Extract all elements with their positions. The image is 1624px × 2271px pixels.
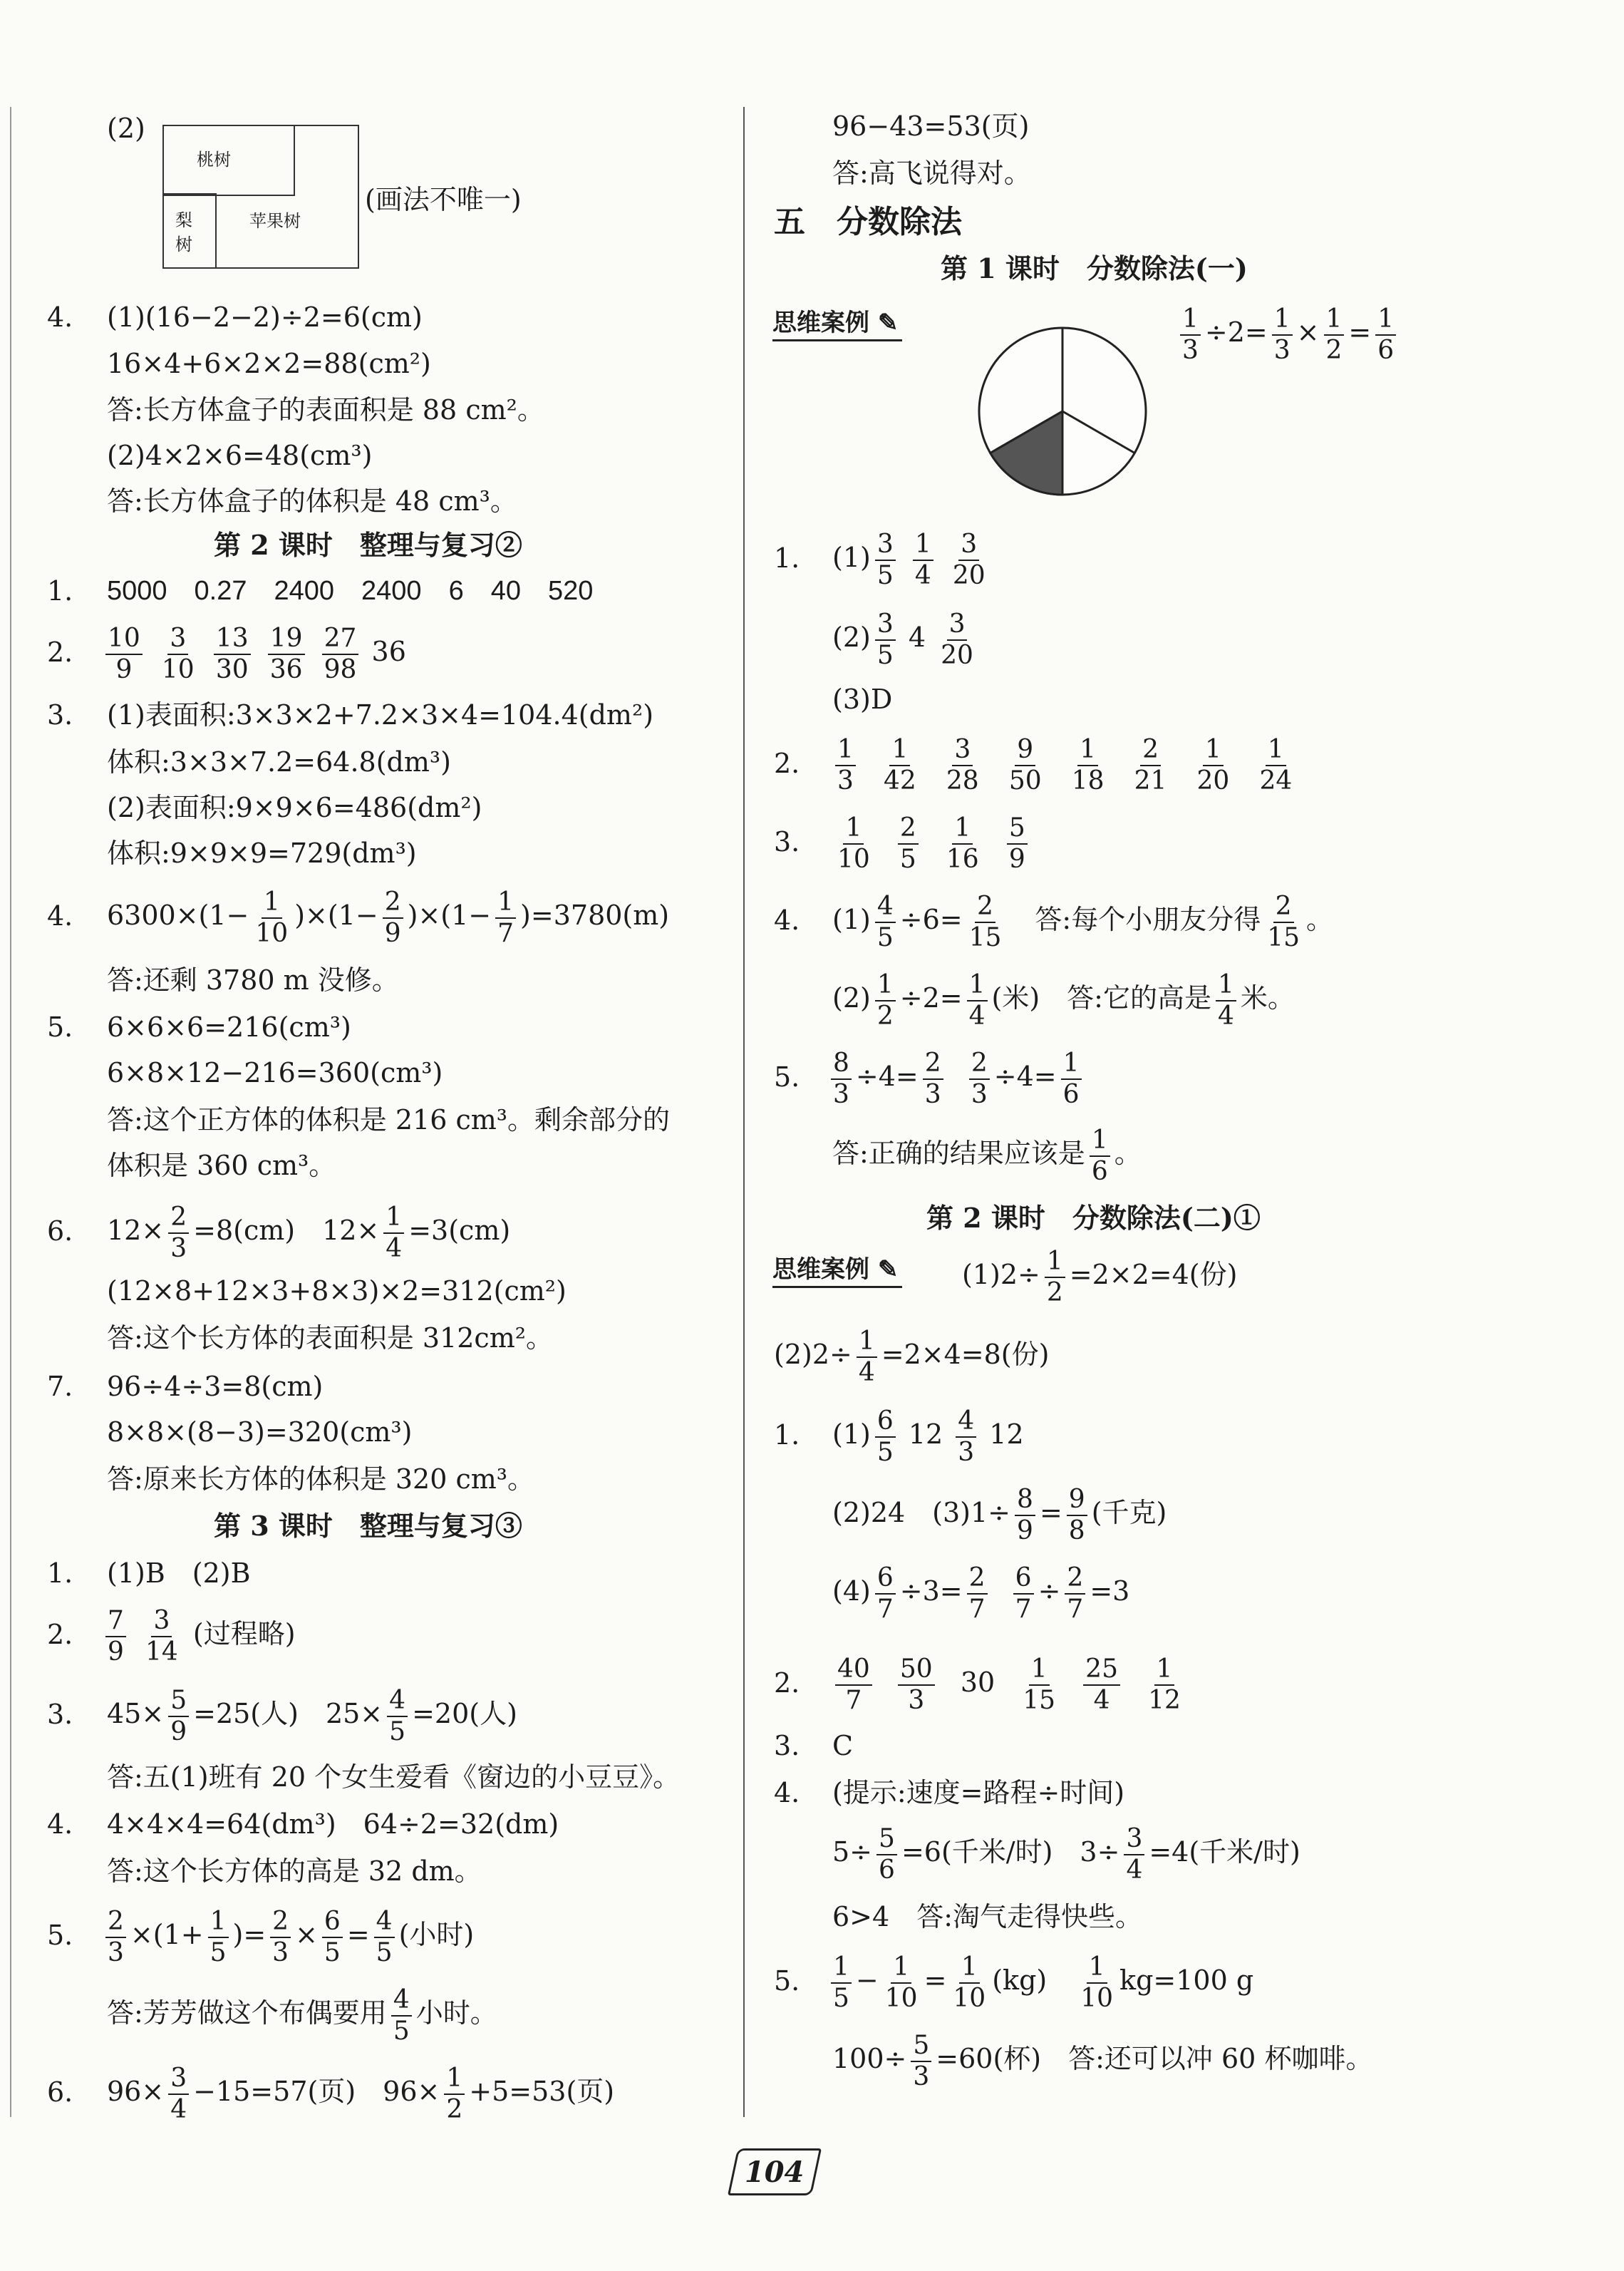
fraction-row bbox=[827, 728, 1303, 797]
answer-line: 答:长方体盒子的体积是 48 cm³。 bbox=[107, 485, 517, 517]
fraction: $\frac{1}{4}$ bbox=[1216, 970, 1236, 1031]
fraction: $\frac{1}{10}$ bbox=[837, 813, 870, 874]
fraction: $\frac{3}{14}$ bbox=[145, 1605, 178, 1667]
question-number: 3. bbox=[47, 1699, 73, 1730]
answer-line: (4) $\frac{6}{7}$ ÷3= $\frac{2}{7}$ $\frac{6}{7}$ ÷ $\frac{2}{7}$ =3 bbox=[832, 1562, 1130, 1624]
fraction-row: $\frac{7}{9}$ $\frac{3}{14}$ (过程略) bbox=[101, 1600, 296, 1668]
answer-line: 答:这个正方体的体积是 216 cm³。剩余部分的 bbox=[107, 1104, 671, 1136]
fraction: $\frac{5}{6}$ bbox=[876, 1824, 897, 1885]
solution-line: (2)4×2×6=48(cm³) bbox=[107, 440, 373, 471]
solution-line: 96÷4÷3=8(cm) bbox=[107, 1371, 324, 1402]
fraction: $\frac{7}{9}$ bbox=[105, 1606, 126, 1667]
example-equation: (1)2÷ $\frac{1}{2}$ =2×2=4(份) bbox=[962, 1246, 1238, 1307]
question-number: 5. bbox=[774, 1061, 800, 1093]
fraction: $\frac{2}{3}$ bbox=[923, 1049, 943, 1110]
fraction: $\frac{1}{3}$ bbox=[835, 735, 856, 796]
fraction-row bbox=[101, 617, 406, 686]
fraction: $\frac{1}{10}$ bbox=[884, 1952, 918, 2013]
fraction: $\frac{19}{36}$ bbox=[268, 624, 305, 685]
solution-line: $\frac{8}{3}$ ÷4= $\frac{2}{3}$ $\frac{2}{3}$ ÷4= $\frac{1}{6}$ bbox=[827, 1042, 1086, 1111]
fraction: $\frac{3}{5}$ bbox=[875, 609, 896, 671]
question-number: 5. bbox=[47, 1920, 73, 1951]
solution-line: 45× $\frac{5}{9}$ =25(人) 25× $\frac{4}{5}$ =20(人) bbox=[107, 1685, 517, 1746]
lesson-title: 第 1 课时 分数除法(一) bbox=[941, 252, 1248, 284]
answer-line: (1) $\frac{6}{5}$ 12 $\frac{4}{3}$ 12 bbox=[832, 1406, 1024, 1467]
question-number: 2. bbox=[774, 748, 800, 779]
page-number: 104 bbox=[745, 2155, 805, 2189]
answer-line: 答:这个长方体的表面积是 312cm²。 bbox=[107, 1322, 553, 1354]
solution-line: $\frac{2}{3}$ ×(1+ $\frac{1}{5}$ )= $\frac{2}{3}$ × $\frac{6}{5}$ = $\frac{4}{5}$ (小时) bbox=[101, 1900, 474, 1969]
fraction: $\frac{40}{7}$ bbox=[835, 1654, 872, 1716]
solution-line: 5÷ $\frac{5}{6}$ =6(千米/时) 3÷ $\frac{3}{4}$ =4(千米/时) bbox=[832, 1823, 1300, 1885]
fraction: $\frac{1}{2}$ bbox=[444, 2064, 465, 2125]
question-number: 4. bbox=[47, 900, 73, 932]
fraction: $\frac{1}{10}$ bbox=[953, 1952, 986, 2013]
fraction: $\frac{1}{20}$ bbox=[1196, 734, 1230, 795]
fraction: $\frac{3}{20}$ bbox=[941, 609, 973, 670]
solution-line: 体积:3×3×7.2=64.8(dm³) bbox=[107, 746, 451, 778]
answer-line: (1) $\frac{3}{5}$ $\frac{1}{4}$ $\frac{3}{20}$ bbox=[832, 523, 992, 592]
answer-line: (3)D bbox=[832, 684, 893, 715]
fraction: $\frac{1}{6}$ bbox=[1090, 1126, 1110, 1187]
fraction: $\frac{5}{9}$ bbox=[1007, 813, 1028, 875]
pie-diagram bbox=[976, 325, 1149, 498]
solution-line: (1)表面积:3×3×2+7.2×3×4=104.4(dm²) bbox=[107, 699, 654, 731]
fraction: $\frac{4}{5}$ bbox=[374, 1907, 395, 1968]
fraction: $\frac{4}{5}$ bbox=[387, 1686, 408, 1747]
question-number: 4. bbox=[47, 302, 73, 333]
answer-line: 6>4 答:淘气走得快些。 bbox=[832, 1901, 1142, 1932]
question-number: 2. bbox=[47, 1619, 73, 1650]
page-number-badge bbox=[728, 2148, 822, 2195]
solution-line: (12×8+12×3+8×3)×2=312(cm²) bbox=[107, 1275, 567, 1307]
fraction: $\frac{4}{5}$ bbox=[391, 1985, 412, 2046]
fraction: $\frac{3}{20}$ bbox=[952, 529, 986, 590]
fraction: $\frac{1}{2}$ bbox=[1045, 1247, 1065, 1308]
solution-line: 6×8×12−216=360(cm³) bbox=[107, 1057, 443, 1088]
fraction: $\frac{1}{16}$ bbox=[946, 813, 979, 874]
fraction: $\frac{8}{3}$ bbox=[831, 1049, 852, 1110]
column-divider bbox=[743, 107, 745, 2117]
pear-label: 梨树 bbox=[175, 210, 192, 254]
solution-line: (2)表面积:9×9×6=486(dm²) bbox=[107, 792, 482, 823]
fraction: $\frac{3}{4}$ bbox=[1124, 1824, 1144, 1885]
fraction: $\frac{9}{8}$ bbox=[1067, 1485, 1087, 1546]
answer-line: 答:原来长方体的体积是 320 cm³。 bbox=[107, 1463, 535, 1495]
fraction: $\frac{2}{3}$ bbox=[270, 1907, 291, 1968]
question-number: 1. bbox=[774, 1419, 800, 1451]
question-number: 3. bbox=[774, 1730, 800, 1761]
fraction: $\frac{5}{9}$ bbox=[168, 1686, 189, 1747]
fraction: $\frac{1}{15}$ bbox=[1023, 1654, 1056, 1715]
answer-line: (2)24 (3)1÷ $\frac{8}{9}$ = $\frac{9}{8}$ (千克) bbox=[832, 1484, 1167, 1545]
fraction: $\frac{4}{5}$ bbox=[875, 892, 896, 953]
solution-line: $\frac{1}{5}$ − $\frac{1}{10}$ = $\frac{1}{10}$ (kg) $\frac{1}{10}$ kg=100 g bbox=[827, 1946, 1253, 2014]
book-icon: ✎ bbox=[877, 309, 899, 337]
question-number: 2. bbox=[774, 1667, 800, 1699]
page-edge-rule bbox=[10, 107, 11, 2117]
question-number: 1. bbox=[47, 1557, 73, 1589]
fraction: $\frac{1}{6}$ bbox=[1375, 304, 1396, 366]
answer-line: (1)B (2)B bbox=[107, 1557, 251, 1589]
fraction: $\frac{2}{15}$ bbox=[1267, 891, 1300, 952]
fraction: $\frac{2}{3}$ bbox=[105, 1907, 126, 1968]
book-icon: ✎ bbox=[877, 1255, 899, 1284]
solution-line: 16×4+6×2×2=88(cm²) bbox=[107, 348, 431, 379]
fraction: $\frac{1}{6}$ bbox=[1061, 1049, 1082, 1110]
thinking-case-tag: 思维案例 ✎ bbox=[772, 1253, 902, 1288]
question-number: 6. bbox=[47, 2076, 73, 2108]
example-equation: $\frac{1}{3}$ ÷2= $\frac{1}{3}$ × $\frac{1}{2}$ = $\frac{1}{6}$ bbox=[1176, 298, 1400, 366]
fraction: $\frac{6}{5}$ bbox=[875, 1406, 896, 1468]
fraction: $\frac{1}{4}$ bbox=[913, 530, 933, 591]
lesson-title: 第 2 课时 分数除法(二)① bbox=[926, 1202, 1261, 1234]
question-number: 5. bbox=[774, 1965, 800, 1997]
fraction: $\frac{2}{7}$ bbox=[1065, 1563, 1085, 1624]
solution-line: (1) $\frac{4}{5}$ ÷6= $\frac{2}{15}$ 答:每个小朋友分得 $\frac{2}{15}$ 。 bbox=[832, 891, 1334, 952]
fraction: $\frac{9}{50}$ bbox=[1008, 734, 1042, 795]
unit-title: 五 分数除法 bbox=[774, 204, 962, 240]
fraction: $\frac{1}{7}$ bbox=[495, 887, 516, 949]
hint-line: (提示:速度=路程÷时间) bbox=[832, 1777, 1125, 1808]
example-equation: (2)2÷ $\frac{1}{4}$ =2×4=8(份) bbox=[774, 1326, 1050, 1387]
answer-line: 答:芳芳做这个布偶要用 $\frac{4}{5}$ 小时。 bbox=[107, 1984, 497, 2046]
question-number: 1. bbox=[774, 542, 800, 574]
fraction: $\frac{1}{10}$ bbox=[1080, 1952, 1114, 2013]
fraction: $\frac{50}{3}$ bbox=[898, 1654, 935, 1716]
fraction: $\frac{6}{7}$ bbox=[1013, 1563, 1034, 1624]
question-number: 3. bbox=[47, 699, 73, 731]
fraction: $\frac{1}{10}$ bbox=[255, 887, 289, 948]
fraction: $\frac{1}{24}$ bbox=[1259, 734, 1293, 795]
answer-line: 答:五(1)班有 20 个女生爱看《窗边的小豆豆》。 bbox=[107, 1761, 681, 1793]
fraction: $\frac{1}{4}$ bbox=[857, 1327, 877, 1388]
fraction: $\frac{1}{5}$ bbox=[208, 1907, 229, 1968]
item-number: (2) bbox=[107, 113, 145, 144]
solution-line: 96−43=53(页) bbox=[832, 110, 1030, 142]
answer-line: 答:高飞说得对。 bbox=[832, 158, 1031, 189]
lesson-title: 第 2 课时 整理与复习② bbox=[214, 529, 522, 561]
fraction: $\frac{5}{3}$ bbox=[911, 2031, 931, 2092]
answer-line: (2) $\frac{3}{5}$ 4 $\frac{3}{20}$ bbox=[832, 603, 980, 671]
fraction: $\frac{2}{5}$ bbox=[898, 813, 919, 875]
fraction: $\frac{1}{12}$ bbox=[1148, 1654, 1181, 1715]
answer-line: 答:长方体盒子的表面积是 88 cm²。 bbox=[107, 394, 544, 426]
solution-line: (1)(16−2−2)÷2=6(cm) bbox=[107, 302, 423, 333]
value: 36 bbox=[371, 636, 406, 667]
solution-line: 96× $\frac{3}{4}$ −15=57(页) 96× $\frac{1}{2}$ +5=53(页) bbox=[107, 2063, 615, 2124]
question-number: 1. bbox=[47, 575, 73, 607]
fraction: $\frac{10}{9}$ bbox=[105, 624, 143, 685]
question-number: 4. bbox=[774, 905, 800, 936]
fraction: $\frac{1}{4}$ bbox=[383, 1203, 404, 1264]
fraction: $\frac{25}{4}$ bbox=[1083, 1654, 1120, 1716]
fraction: $\frac{2}{15}$ bbox=[968, 891, 1002, 952]
solution-line: 体积:9×9×9=729(dm³) bbox=[107, 838, 417, 869]
answer-line: 100÷ $\frac{5}{3}$ =60(杯) 答:还可以冲 60 杯咖啡。 bbox=[832, 2030, 1373, 2091]
fraction: $\frac{2}{21}$ bbox=[1134, 734, 1167, 795]
fraction: $\frac{1}{42}$ bbox=[884, 734, 916, 795]
fraction: $\frac{3}{10}$ bbox=[161, 623, 195, 684]
question-number: 7. bbox=[47, 1371, 73, 1402]
fraction: $\frac{1}{3}$ bbox=[1272, 304, 1293, 366]
fraction: $\frac{3}{4}$ bbox=[168, 2064, 189, 2125]
answer-line: 答:还剩 3780 m 没修。 bbox=[107, 964, 399, 996]
question-number: 2. bbox=[47, 637, 73, 668]
fraction: $\frac{1}{2}$ bbox=[1324, 304, 1345, 366]
question-number: 5. bbox=[47, 1011, 73, 1043]
answer-line: 5000 0.27 2400 2400 6 40 520 bbox=[107, 576, 594, 606]
solution-line: 6300×(1− $\frac{1}{10}$ )×(1− $\frac{2}{9}$ )×(1− $\frac{1}{7}$ )=3780(m) bbox=[107, 887, 670, 948]
fraction-row: $\frac{40}{7}$ $\frac{50}{3}$ 30 $\frac{1}{15}$ $\frac{25}{4}$ $\frac{1}{12}$ bbox=[827, 1648, 1191, 1716]
fraction: $\frac{1}{4}$ bbox=[967, 970, 988, 1031]
solution-line: 6×6×6=216(cm³) bbox=[107, 1011, 351, 1043]
lesson-title: 第 3 课时 整理与复习③ bbox=[214, 1510, 522, 1542]
answer-line: 答:正确的结果应该是 $\frac{1}{6}$ 。 bbox=[832, 1125, 1142, 1186]
solution-line: (2) $\frac{1}{2}$ ÷2= $\frac{1}{4}$ (米) 答:它的高是 $\frac{1}{4}$ 米。 bbox=[832, 969, 1295, 1031]
question-number: 4. bbox=[47, 1808, 73, 1840]
fraction: $\frac{6}{7}$ bbox=[875, 1563, 896, 1624]
fraction: $\frac{6}{5}$ bbox=[322, 1907, 343, 1968]
fraction: $\frac{2}{9}$ bbox=[383, 887, 403, 949]
answer-line: C bbox=[832, 1730, 854, 1761]
solution-line: 8×8×(8−3)=320(cm³) bbox=[107, 1416, 413, 1448]
apple-label: 苹果树 bbox=[249, 211, 301, 231]
fraction: $\frac{8}{9}$ bbox=[1015, 1485, 1035, 1546]
fraction: $\frac{2}{3}$ bbox=[168, 1203, 189, 1264]
question-number: 3. bbox=[774, 826, 800, 858]
fraction: $\frac{3}{5}$ bbox=[875, 530, 896, 591]
thinking-case-tag: 思维案例 ✎ bbox=[772, 307, 902, 341]
fraction: $\frac{1}{2}$ bbox=[875, 970, 896, 1031]
fraction: $\frac{13}{30}$ bbox=[214, 624, 251, 685]
fraction: $\frac{1}{18}$ bbox=[1071, 734, 1105, 795]
answer-line: 体积是 360 cm³。 bbox=[107, 1150, 336, 1181]
fraction-row bbox=[827, 807, 1036, 875]
fraction: $\frac{1}{3}$ bbox=[1180, 304, 1201, 366]
fraction: $\frac{4}{3}$ bbox=[956, 1406, 976, 1468]
solution-line: 12× $\frac{2}{3}$ =8(cm) 12× $\frac{1}{4}$ =3(cm) bbox=[107, 1202, 511, 1263]
answer-line: 答:这个长方体的高是 32 dm。 bbox=[107, 1855, 482, 1887]
fraction: $\frac{1}{5}$ bbox=[831, 1952, 852, 2014]
fraction: $\frac{27}{98}$ bbox=[322, 624, 359, 685]
note: (画法不唯一) bbox=[365, 184, 522, 215]
solution-line: 4×4×4=64(dm³) 64÷2=32(dm) bbox=[107, 1808, 559, 1840]
fraction: $\frac{3}{28}$ bbox=[946, 734, 979, 795]
peach-label: 桃树 bbox=[197, 150, 231, 170]
question-number: 6. bbox=[47, 1215, 73, 1247]
fraction: $\frac{2}{7}$ bbox=[967, 1563, 988, 1624]
question-number: 4. bbox=[774, 1777, 800, 1808]
fraction: $\frac{2}{3}$ bbox=[969, 1049, 990, 1110]
